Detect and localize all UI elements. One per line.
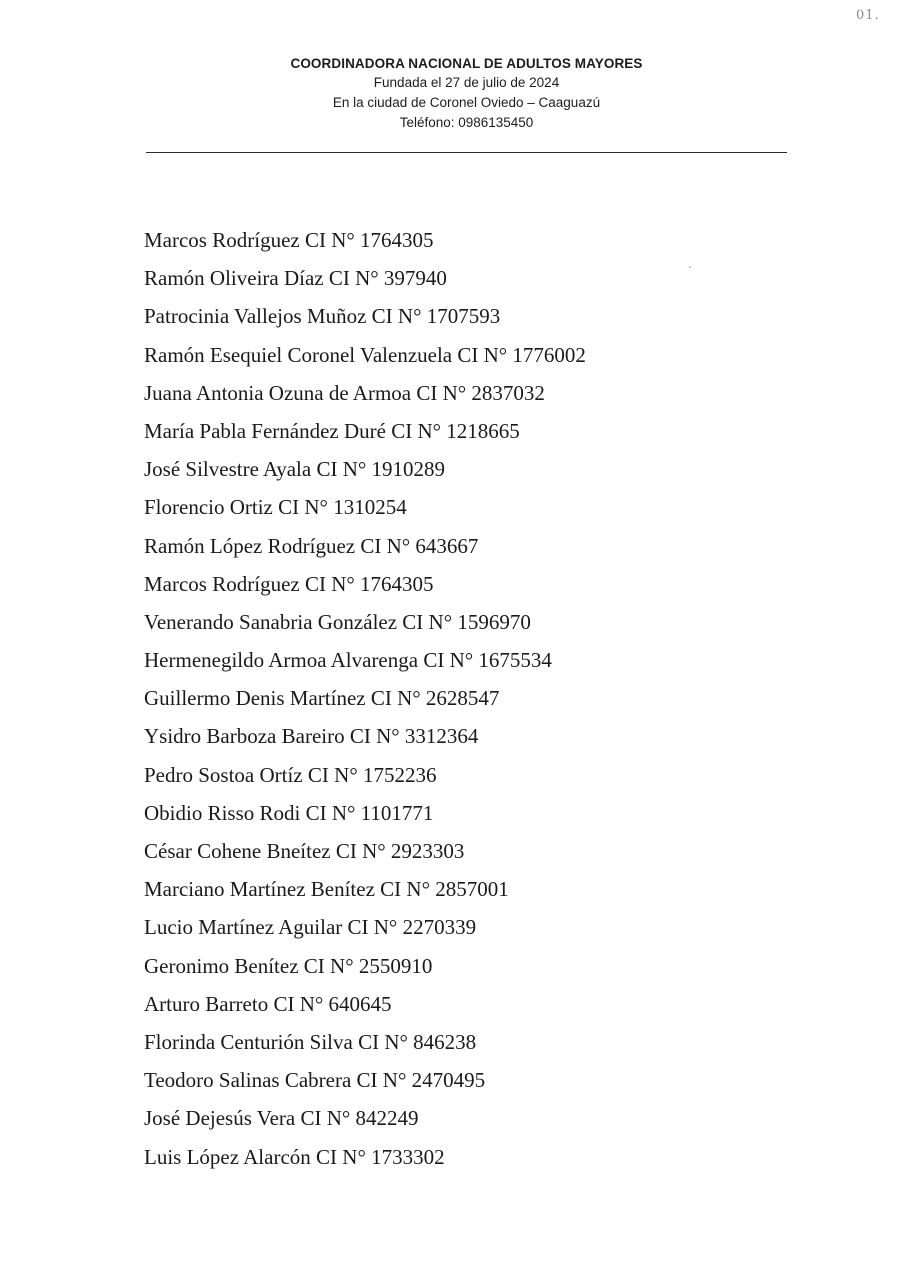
- member-entry: Ramón López Rodríguez CI N° 643667: [144, 533, 479, 558]
- member-list: [144, 223, 844, 1178]
- member-entry: César Cohene Bneítez CI N° 2923303: [144, 839, 465, 863]
- member-entry: Florinda Centurión Silva CI N° 846238: [144, 1029, 477, 1054]
- member-entry: Arturo Barreto CI N° 640645: [144, 991, 392, 1016]
- member-entry: Luis López Alarcón CI N° 1733302: [144, 1144, 445, 1169]
- page-number-mark: 01.: [856, 8, 880, 23]
- member-entry: Marcos Rodríguez CI N° 1764305: [144, 571, 434, 596]
- member-entry: José Dejesús Vera CI N° 842249: [144, 1106, 419, 1131]
- header-divider: [146, 152, 787, 153]
- member-entry: Guillermo Denis Martínez CI N° 2628547: [144, 686, 500, 711]
- member-entry: Ramón Esequiel Coronel Valenzuela CI N° 1776002: [144, 342, 586, 367]
- member-entry: Ramón Oliveira Díaz CI N° 397940: [144, 266, 447, 291]
- member-entry: Patrocinia Vallejos Muñoz CI N° 1707593: [144, 304, 501, 329]
- founded-date: Fundada el 27 de julio de 2024: [373, 75, 560, 90]
- phone-number: Teléfono: 0986135450: [399, 115, 534, 130]
- location: En la ciudad de Coronel Oviedo – Caaguazú: [332, 95, 601, 110]
- member-entry: Obidio Risso Rodi CI N° 1101771: [144, 800, 434, 825]
- member-entry: María Pabla Fernández Duré CI N° 1218665: [144, 418, 520, 443]
- member-entry: José Silvestre Ayala CI N° 1910289: [144, 457, 446, 482]
- member-entry: Lucio Martínez Aguilar CI N° 2270339: [144, 915, 477, 940]
- member-entry: Teodoro Salinas Cabrera CI N° 2470495: [144, 1068, 486, 1093]
- member-entry: Ysidro Barboza Bareiro CI N° 3312364: [144, 724, 479, 749]
- organization-name: COORDINADORA NACIONAL DE ADULTOS MAYORES: [290, 56, 643, 71]
- member-entry: Marciano Martínez Benítez CI N° 2857001: [144, 877, 509, 902]
- member-entry: Pedro Sostoa Ortíz CI N° 1752236: [144, 762, 437, 787]
- member-entry: Florencio Ortiz CI N° 1310254: [144, 495, 407, 520]
- member-entry: Juana Antonia Ozuna de Armoa CI N° 2837032: [144, 380, 545, 405]
- member-entry: Geronimo Benítez CI N° 2550910: [144, 953, 433, 978]
- member-entry: Hermenegildo Armoa Alvarenga CI N° 1675534: [144, 648, 552, 673]
- member-entry: Venerando Sanabria González CI N° 1596970: [144, 609, 531, 634]
- member-entry: Marcos Rodríguez CI N° 1764305: [144, 228, 434, 252]
- letterhead: [146, 55, 787, 133]
